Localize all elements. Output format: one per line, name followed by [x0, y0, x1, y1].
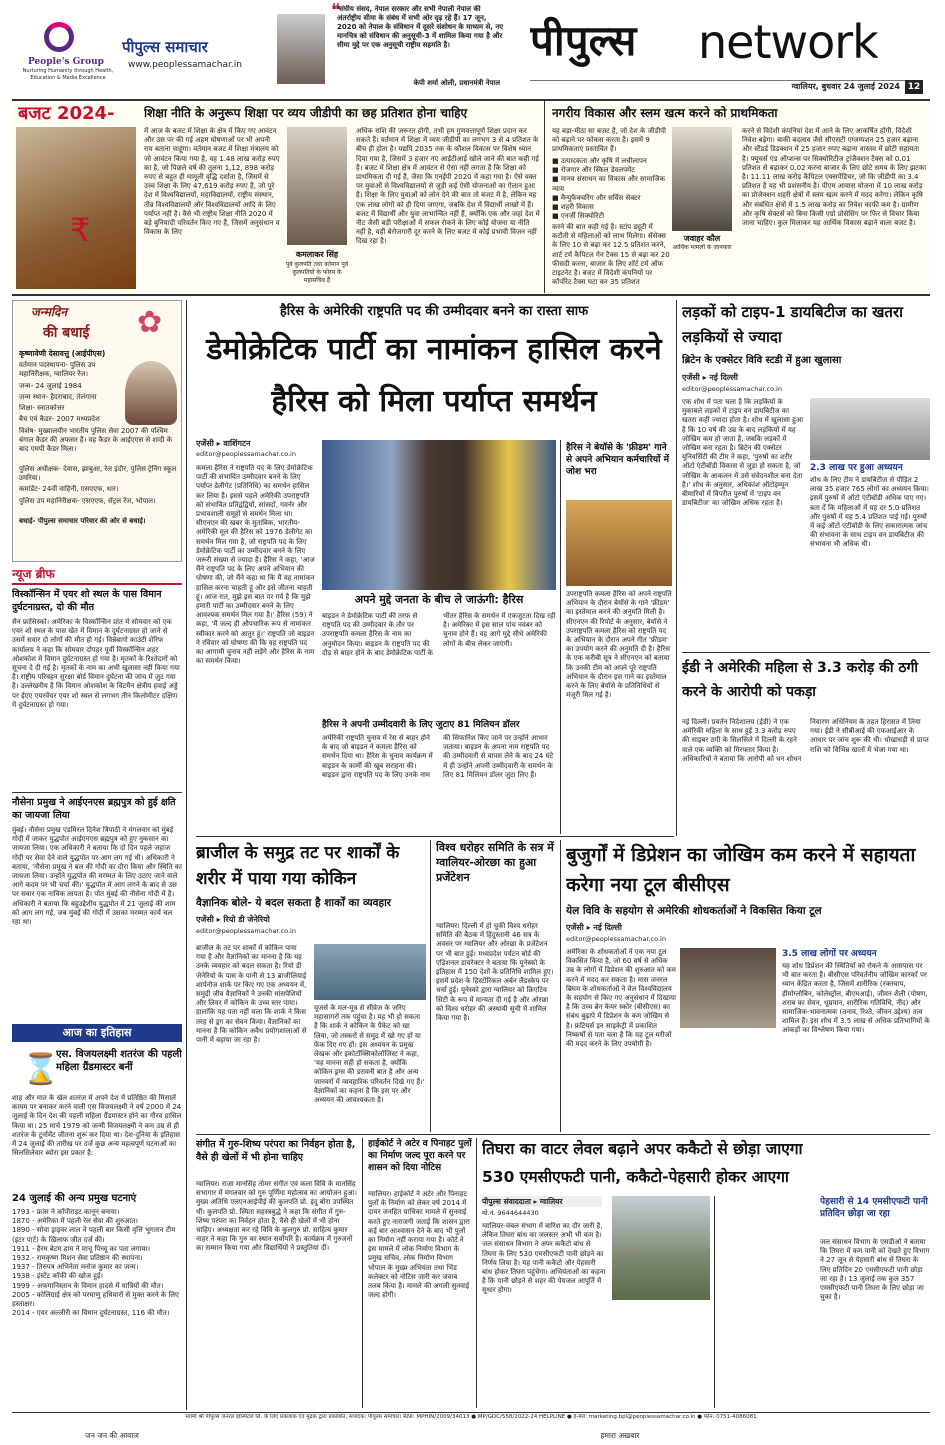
history-event: 1890 - सोवा ड्राइवर लाल ने पहली बार किसी वृत्ति भुगतान टीम (इंटर पार्ट) के खिलाफ जीत दर्ज की।	[12, 1226, 176, 1244]
depression-subhead: येल विवि के सहयोग से अमेरिकी शोधकर्ताओं ने विकसित किया टूल	[566, 905, 822, 917]
birthday-name: कृष्णावेणी देसावत्तु (आईपीएस)	[19, 349, 106, 358]
water-phone: मो.नं. 9644644430	[482, 1209, 539, 1217]
depression-byline: एजेंसी ▸ नई दिल्ली	[566, 923, 623, 932]
urban-intro: यह बड़ा-मीठा सा बजट है, जो देश के जीडीपी को बढ़ाने पर फोकस करता है। इसमें 9 प्राथमिकताएं प्रस्तावित हैं।	[552, 127, 666, 154]
birthday-line: शिक्षा- स्नातकोत्तर	[19, 404, 65, 412]
diabetes-subhead: ब्रिटेन के एक्सेटर विवि स्टडी में हुआ खुलासा	[682, 355, 842, 366]
bullet-item: ■ मानव संसाधन का विकास और सामाजिक न्याय	[552, 175, 665, 193]
bullet-item: ■ मैन्युफैक्चरिंग और सर्विस सेक्टर	[552, 193, 641, 202]
rupee-icon: ₹	[70, 211, 91, 249]
history-event: 1938 - इंस्टेंट कॉफी की खोज हुई।	[12, 1272, 104, 1281]
footer-imprint: स्वामी श्री पीपुल्स जनरल हॉस्पिटल लि. के लिए प्रकाशक एवं मुद्रक द्वारा प्रकाशित, संपादक: पीपुल्स समाचार। RNI: MPHIN/2009/34013 ● MP/GDC/558/2022-24 HELPLINE ● ई-मेल: marketing.bpl@peoplessamachar.co.in ● फोन: 0751-4086081	[185, 1414, 757, 1420]
harris-subhead2: हैरिस ने अपनी उम्मीदवारी के लिए जुटाए 81 मिलियन डॉलर	[322, 720, 520, 730]
harris-email: editor@peoplessamachar.co.in	[196, 450, 296, 458]
shark-headline: ब्राजील के समुद्र तट पर शार्कों के शरीर में पाया गया कोकिन	[196, 843, 400, 889]
paper-url: www.peoplessamachar.in	[128, 60, 242, 70]
lead-quote: 'संघीय संसद, नेपाल सरकार और सभी नेपाली नेपाल की अंतर्राष्ट्रीय सीमा के संबंध में सभी ओर दृढ़ रहे हैं। 17 जून, 2020 को नेपाल के संविधान में दूसरे संशोधन के माध्यम से, नए मानचित्र को संविधान की अनुसूची-3 में शामिल किया गया है और सीमा मुद्दे पर एक अनुसूची राष्ट्रीय सहमति है।	[337, 5, 504, 49]
shark-subhead: वैज्ञानिक बोले- ये बदल सकता है शार्कों का व्यवहार	[196, 897, 392, 909]
diabetes-sidebar-headline: 2.3 लाख पर हुआ अध्ययन	[810, 463, 903, 473]
footer-right-tag: हमारा अखबार	[600, 1431, 640, 1440]
fraud-headline: ईडी ने अमेरिकी महिला से 3.3 करोड़ की ठगी करने के आरोपी को पकड़ा	[682, 660, 918, 700]
brief1-headline: विस्कॉन्सिन में एयर शो स्थल के पास विमान दुर्घटनाग्रस्त, दो की मौत	[12, 589, 162, 613]
court-body: ग्वालियर। हाईकोर्ट ने अटेर और पिनाहट पुलों के निर्माण को लेकर वर्ष 2014 में दायर जनहित याचिका मामले में सुनवाई करते हुए नाराजगी जताई कि शासन द्वारा कई बार आश्वासन देने के बाद भी पुलों का निर्माण नहीं कराया गया है। कोर्ट ने इस मामले में लोक निर्माण विभाग के प्रमुख सचिव, लोक निर्माण विभाग भोपाल के मुख्य अभियंता तथा भिंड कलेक्टर को नोटिस जारी कर जवाब तलब किया है। मामले की अगली सुनवाई जल्द होगी।	[368, 1190, 470, 1300]
history-event: 1932 - रामकृष्ण मिशन सेवा प्रतिष्ठान की स्थापना।	[12, 1254, 143, 1263]
urban-outro: करने की बात कही गई है। स्टांप ड्यूटी में कटौती से महिलाओं को लाभ मिलेगा। सेंसेक्स के लिए 10 से बढ़ा कर 12.5 प्रतिशत करने, शार्ट टर्म कैपिटल गेन टैक्स 15 से बढ़ा कर 20 फीसदी करना, बाजार के लिए शॉर्ट टर्म ऑफ टाइटनेट है। बजट में विदेशी कंपनियों पर कॉर्पोरेट टैक्स घटा कर 35 प्रतिशत	[552, 223, 670, 287]
beyonce-body: उपराष्ट्रपति कमला हैरिस को अपने राष्ट्रपति अभियान के दौरान बेयॉसे के गाने 'फ्रीडम' का इस्तेमाल करने की अनुमति मिली है। सीएनएन की रिपोर्ट के अनुसार, बेयॉसे ने उपराष्ट्रपति कमला हैरिस को राष्ट्रपति पद के अभियान के दौरान अपने गीत 'फ्रीडम' का उपयोग करने की अनुमति दी है। हैरिस के एक करीबी सूत्र ने सीएनएन को बताया कि उनकी टीम को अपने पूरे राष्ट्रपति अभियान के दौरान इस गाने का इस्तेमाल करने के लिए बेयॉसे के प्रतिनिधियों से मंजूरी मिल गई है।	[566, 590, 672, 700]
birthday-line: जन्म- 24 जुलाई 1984	[19, 382, 82, 390]
history-event: 1870 - अमेरिका में पहली रेल सेवा की शुरुआत।	[12, 1217, 138, 1226]
depression-body: अमेरिका के शोधकर्ताओं ने एक नया टूल विकसित किया है, जो 60 वर्ष से अधिक उम्र के लोगों में डिप्रेशन की शुरुआत को कम करने में मदद कर सकता है। मास जनरल ब्रिघम के शोधकर्ताओं ने येल विश्वविद्यालय के सहयोग से किए गए अनुसंधान में दिखाया है कि उच्च ब्रेन केयर स्कोर (बीसीएस) का संबंध बुढ़ापे में डिप्रेशन के कम जोखिम से है। फ्रंटियर्स इन साइकेट्री में प्रकाशित निष्कर्षों से पता चला है कि यह टूल मरीजों की मदद करने के लिए उपयोगी है।	[566, 948, 676, 1049]
water-body: ग्वालियर-चंबल संभाग में बारिश का दौर जारी है, लेकिन तिघरा बांध का जलस्तर अभी भी कम है। जल संसाधन विभाग ने अपर ककैटो बांध से तिघरा के लिए 530 एमसीएफटी पानी छोड़ने का निर्णय लिया है। यह पानी ककैटो और पेहसारी बांध होकर तिघरा पहुंचेगा। अभियंताओं का कहना है कि पानी छोड़ने से शहर की पेयजल आपूर्ति में सुधार होगा।	[482, 1222, 606, 1295]
urban-col2: करने से विदेशी कंपनियां देश में आने के लिए आकर्षित होंगी, विदेशी निवेश बढ़ेगा। बाकी बदलाव जैसे सीएसटी एग्जम्पशन 25 हजार बढ़ाना और स्टैंडर्ड डिडक्शन में 25 हजार रुपए बढ़ाना वास्तव में छोटी सहायता है। फ्यूचर्स एंड ऑप्शन्स पर सिक्योरिटीज ट्रांजैक्शन टैक्स को 0.01 प्रतिशत से बढ़ाकर 0.02 करना बाजार के लिए छोटे समय के लिए झटका है। 11.11 लाख करोड़ कैपिटल एक्सपेंडिचर, जो कि जीडीपी का 3.4 प्रतिशत है यह भी प्रशंसनीय है। पीएम आवास योजना में 10 लाख करोड़ का प्रोजेक्शन शहरी क्षेत्रों में स्लम खत्म करने में मदद करेगा। लेकिन कृषि और संबंधित क्षेत्रों में 1.5 लाख करोड़ का निवेश काफी कम है। ग्रामीण और कृषि सेक्टर्स को बिना किसी एग्रो प्रोसेसिंग पर फिर से विचार किया जाना चाहिए। कुल मिलाकर यह आर्थिक विकास बढ़ाने वाला बजट है।	[742, 127, 926, 228]
quote-mark-icon: ❝	[331, 0, 341, 21]
depression-headline: बुजुर्गों में डिप्रेशन का जोखिम कम करने में सहायता करेगा नया टूल बीसीएस	[566, 844, 916, 896]
history-event: 2005 - कोलिग्राई क्षेत्र को परमाणु हथियारों से मुक्त करने के लिए हस्ताक्षर।	[12, 1290, 179, 1309]
budget-section	[12, 101, 930, 293]
harris-kicker: हैरिस के अमेरिकी राष्ट्रपति पद की उम्मीदवार बनने का रास्ता साफ	[279, 304, 589, 319]
history-events-list	[12, 1208, 182, 1408]
birthday-line: विशेष- मुख्यालयीन भारतीय पुलिस सेवा 2007 की पश्चिम बंगाल कैडर की अफसर हैं। वह कैडर के आईएएस से शादी के बाद एमपी कैडर मिला।	[19, 427, 173, 453]
shark-body2: यूजर्स के मल-मूत्र से सीवेज के जरिए महासागरों तक पहुंचा है। यह भी हो सकता है कि शार्क ने कोकिन के पैकेट को खा लिया, जो तस्करों से समुद्र में खो गए हों या फेंक दिए गए हों। इस अध्ययन के प्रमुख लेखक और इकोटॉक्सिकोलॉजिस्ट ने कहा, 'यह मानना सही हो सकता है, क्योंकि कोकिन ड्रग्स की डरावनी बात है और अन्य जानवरों में व्यवहारिक परिवर्तन दिखे गए हैं।' वैज्ञानिकों का कहना है कि इस पर और अध्ययन की आवश्यकता है।	[314, 1004, 425, 1105]
flower-bouquet-icon: ✿	[137, 305, 163, 340]
brief2-text: मुंबई। नौसेना प्रमुख एडमिरल दिनेश त्रिपाठी ने मंगलवार को मुंबई गोदी में जाकर युद्धपोत आईएनएस ब्रह्मपुत्र को हुए नुकसान का जायजा लिया। एक अधिकारी ने बताया कि दो दिन पहले जहाज गोदी पर सेवा देने वाले युद्धपोत पर आग लग गई थी। अधिकारी ने बताया, 'नौसेना प्रमुख ने बल की गोदी का दौरा किया और स्थिति का जायजा लिया। उन्होंने युद्धपोत की मरम्मत के लिए उठाए जाने वाले आगे कदम पर भी चर्चा की।' युद्धपोत में आग लगने के बाद से उस पर सवार एक नाविक लापता है। पोत मुंबई की नौसेना गोदी में है। अधिकारी ने बताया कि बहुउद्देशीय युद्धपोत में 21 जुलाई की शाम को आग लग गई, जब मुंबई की गोदी में उसका मरम्मत कार्य चल रहा था।	[12, 826, 182, 927]
page-number: 12	[905, 80, 923, 94]
budget-col2: अधिक राशि की जरूरत होगी, तभी हम गुणवत्तापूर्ण शिक्षा प्रदान कर सकते हैं। वर्तमान में शिक्षा में व्यय जीडीपी का लगभग 3 से 4 प्रतिशत के बीच ही होता है। यद्यपि 2035 तक के कौशल विकास पर विशेष ध्यान दिया गया है, जिसमें 3 हजार नए आईटीआई खोले जाने की बात कही गई है। बजट में शिक्षा क्षेत्र में आवंटन से ऐसा नहीं लगता है कि शिक्षा को प्राथमिकता दी गई है, जैसा कि एनईपी 2020 में कहा गया है। ऐसे वक्त पर युवाओं से विश्वविद्यालयों से जुड़ी कई ऐसी योजनाओं का ऐलान हुआ है। शिक्षा के लिए युवाओं को लोन देने की बात तो बजट में है, लेकिन यह एक लाख लोगों को ही दिया जाएगा, जबकि देश में विद्यार्थी लाखों में हैं। बजट में विद्यार्थी और युवा लाभान्वित नहीं हैं, क्योंकि एक और जहां देश में नीट जैसी बड़ी परीक्षाओं में सफल रोकने के लिए कोई योजना या नीति नहीं है, वहीं बेरोजगारी दूर करने के लिए बजट में कोई प्रभावी विजन नहीं दिख रहा है।	[356, 127, 540, 246]
quote-author: केपी शर्मा ओली, प्रधानमंत्री नेपाल	[413, 79, 500, 87]
urban-author-photo	[672, 127, 732, 231]
urban-author-role: आर्थिक मामलों के जानकार	[672, 244, 732, 251]
water-byline: पीपुल्स संवाददाता ▸ ग्वालियर	[482, 1196, 602, 1207]
brief2-headline: नौसेना प्रमुख ने आईएनएस ब्रह्मपुत्र को हुई क्षति का जायजा लिया	[12, 797, 176, 821]
brief1-text: सैन फ्रांसिस्को। अमेरिका के विस्कॉन्सिन प्रांत में सोमवार को एक एयर शो स्थल के पास खेत में विमान के दुर्घटनाग्रस्त हो जाने से उसमें सवार दो लोगों की मौत हो गई। विन्नेबागो काउंटी शेरिफ कार्यालय ने कहा कि सोमवार दोपहर पूर्वी विस्कॉन्सिन शहर ओशकोश में विमान दुर्घटनाग्रस्त हो गया है। मृतकों के रिश्तेदारों को सूचना दे दी गई है। मृतकों के नाम का अभी खुलासा नहीं किया गया है। राष्ट्रीय परिवहन सुरक्षा बोर्ड विमान दुर्घटना की जांच में जुट गया है। उल्लेखनीय है कि विमान ओशकोश के विटमैन क्षेत्रीय हवाई अड्डे पर ईएए एयरवेंचर एयर शो स्थल से लगभग तीन किलोमीटर दक्षिण में दुर्घटनाग्रस्त हो गया।	[12, 618, 180, 709]
water-headline-line2: 530 एमसीएफटी पानी, ककैटो-पेहसारी होकर आएगा	[482, 1168, 789, 1186]
depression-body-cont	[680, 1032, 776, 1132]
masthead	[0, 0, 945, 100]
network-title-english: network	[698, 15, 878, 69]
diabetes-sidebar-body: शोध के लिए टीम ने डायबिटीज से पीड़ित 2 लाख 35 हजार 765 लोगों का अध्ययन किया। इसमें पुरुषों में ऑटो एंटीबॉडी अधिक पाए गए। बता दें कि महिलाओं में यह दर 5.0 प्रतिशत और पुरुषों में यह 5.4 प्रतिशत पाई गई। पुरुषों में कई ऑटो एंटीबॉडी के लिए सकारात्मक जांच की संभावना के साथ टाइप वन डायबिटीज की संभावना भी अधिक थी।	[810, 476, 929, 549]
edition-date: ग्वालियर, बुधवार 24 जुलाई 2024	[791, 82, 900, 91]
birthday-box	[12, 300, 182, 562]
budget-col1: में आज के बजट में शिक्षा के क्षेत्र में किए गए आवंटन और उस पर की गई अहम घोषणाओं पर भी अपनी राय बताना चाहूंगा। वर्तमान बजट में शिक्षा मंत्रालय को जो आवंटन किया गया है, वह 1.48 लाख करोड़ रुपए का है, जो पिछले वर्ष की तुलना 1,12, 898 करोड़ रुपए से बहुत ही मामूली वृद्धि दर्शाता है, जिसमें से उच्च शिक्षा के लिए 47,619 करोड़ रुपए है, जो पूरे देश में विश्वविद्यालयों, महाविद्यालयों, राष्ट्रीय संस्थान, तीव्र विश्वविद्यालयों और विश्वविद्यालयों आदि के लिए पर्याप्त नहीं है। वैसे भी राष्ट्रीय शिक्षा नीति 2020 में बड़े बुनियादी परिवर्तन किए गए हैं, जिसमें अनुसंधान व विकास के लिए	[144, 127, 280, 237]
depression-sidebar-headline: 3.5 लाख लोगों पर अध्ययन	[782, 949, 877, 959]
orchha-headline: विश्व धरोहर समिति के सत्र में ग्वालियर-ओरछा का हुआ प्रजेंटेशन	[436, 841, 554, 884]
harris-body: कमला हैरिस ने राष्ट्रपति पद के लिए डेमोक्रेटिक पार्टी की संभावित उम्मीदवार बनने के लिए पर्याप्त डेलीगेट (प्रतिनिधि) का समर्थन हासिल कर लिया है। इससे पहले अमेरिकी उपराष्ट्रपति को संभावित प्रतिद्वंद्वियों, सांसदों, गवर्नर और प्रभावशाली समूहों से समर्थन मिला था। सीएनएन की खबर के मुताबिक, भारतीय-अमेरिकी मूल की हैरिस को 1976 डेलीगेट का समर्थन मिल गया है, जो राष्ट्रपति पद के लिए डेमोक्रेटिक पार्टी का उम्मीदवार बनने के लिए जरूरी संख्या से ज्यादा है। हैरिस ने कहा, 'आज मैंने राष्ट्रपति पद के लिए अपने अभियान की घोषणा की, जो मैंने कहा था कि मैं यह नामांकन हासिल करना चाहती हूं और इसे जीतना चाहती हूं। आज रात, मुझे इस बात पर गर्व है कि मुझे हमारी पार्टी का उम्मीदवार बनने के लिए आवश्यक समर्थन मिल गया है।' हैरिस (59) ने कहा, 'मैं जल्द ही औपचारिक रूप से नामांकन स्वीकार करने को आतुर हूं।' राष्ट्रपति जो बाइडन ने रविवार को घोषणा की कि वह राष्ट्रपति पद का आगामी चुनाव नहीं लड़ेंगे और हैरिस के नाम का समर्थन किया।	[196, 464, 315, 666]
water-headline-line1: तिघरा का वाटर लेवल बढ़ाने अपर ककैटो से छोड़ा जाएगा	[482, 1140, 803, 1158]
birthday-line: पुलिस उप महानिरीक्षक- एसएएफ, सेंट्रल रेंज, भोपाल।	[19, 497, 156, 505]
history-event: 2014 - एयर अल्जीरी का विमान दुर्घटनाग्रस्त, 116 की मौत।	[12, 1309, 170, 1318]
budget-author: कमलाकर सिंह	[295, 250, 339, 259]
birthday-line: बधाई- पीपुल्स समाचार परिवार की ओर से बधाई।	[19, 517, 146, 525]
bullet-item: ■ एनर्जी सिक्योरिटी	[552, 212, 605, 221]
bullet-item: ■ शहरी विकास	[552, 203, 594, 212]
history-headline: एस. विजयलक्ष्मी शतरंज की पहली महिला ग्रैंडमास्टर बनीं	[56, 1049, 182, 1073]
harris-body2: बाइडन ने डेमोक्रेटिक पार्टी की तरफ से राष्ट्रपति पद की उम्मीदवार के तौर पर उपराष्ट्रपति कमला हैरिस के नाम का अनुमोदन किया। बाइडन के राष्ट्रपति पद की दौड़ से बाहर होने के बाद डेमोक्रेटिक पार्टी के भीतर हैरिस के समर्थन में एकजुटता दिख रही है। अमेरिका में इस साल पांच नवंबर को चुनाव होने हैं। वह आगे मुद्दे सीधे अमेरिकी लोगों के बीच लेकर जाएंगी।	[322, 612, 556, 657]
history-event: 1937 - तिरुपत्र अभिनेता मनोज कुमार का जन्म।	[12, 1263, 139, 1272]
hourglass-icon: ⌛	[22, 1052, 60, 1087]
paper-name: पीपुल्स समाचार	[122, 38, 208, 56]
bullet-item: ■ रोजगार और स्किल डेवलपमेंट	[552, 166, 635, 175]
orchha-body: ग्वालियर। दिल्ली में हो चुकी विश्व धरोहर समिति की बैठक में हिंदुस्तानी 46 सत्र के अवसर पर ग्वालियर और ओरछा के प्रजेंटेशन पर भी बात हुई। मध्यप्रदेश पर्यटन बोर्ड की एडिशनल डायरेक्टर ने बताया कि यूनेस्को के इतिहास में 150 देशों के प्रतिनिधि शामिल हुए। इसमें प्रदेश के हिस्टोरिकल अर्बन लैंडस्केप पर चर्चा हुई। यूनेस्को द्वारा ग्वालियर को क्रिएटिव सिटी के रूप में मान्यता दी गई है और ओरछा को विश्व धरोहर की अस्थायी सूची में शामिल किया गया है।	[436, 922, 554, 1023]
footer-left-tag: जन जन की आवाज	[85, 1431, 139, 1440]
shark-email: editor@peoplessamachar.co.in	[196, 927, 296, 935]
birthday-line: कमांडेंट- 24वीं वाहिनी, एसएएफ, धार।	[19, 485, 119, 493]
budget-label: बजट 2024-	[18, 103, 115, 124]
bullet-item: ■ उत्पादकता और कृषि में लचीलापन	[552, 157, 647, 165]
birthday-line: पुलिस अधीक्षक- देवास, झाबुआ, रेल इंदौर, पुलिस ट्रेनिंग स्कूल उमरिया।	[19, 465, 177, 482]
history-event: 1911 - हैरम बेटम हाम ने माचू पिच्चू का पता लगाया।	[12, 1244, 150, 1253]
depression-sidebar-body: यह शोध डिप्रेशन की स्थितियों को रोकने के आसपास पर भी बात करता है। बीसीएस परिवर्तनीय जोखिम कारकों पर ध्यान केंद्रित करता है, जिसमें शारीरिक (रक्तचाप, हीमोग्लोबिन, कोलेस्ट्रॉल, बीएमआई), जीवन शैली (पोषण, शराब का सेवन, धूम्रपान, शारीरिक गतिविधि, नींद) और सामाजिक-भावनात्मक (तनाव, रिश्ते, जीवन उद्देश्य) तत्व शामिल हैं। इस शोध में 3.5 लाख से अधिक प्रतिभागियों के आंकड़ों का विश्लेषण किया गया।	[782, 962, 930, 1035]
music-body: ग्वालियर। राजा मानसिंह तोमर संगीत एवं कला विवि के मानसिंह सभागार में मंगलवार को गुरु पूर्णिमा महोत्सव का आयोजन हुआ। मुख्य अतिथि एलएनआईपीई की कुलपति प्रो. इंदु बोरा उपस्थित थीं। कुलपति प्रो. स्मिता सहस्त्रबुद्धे ने कहा कि संगीत में गुरु-शिष्य परंपरा का निर्वहन होता है, वैसे ही खेलों में भी होना चाहिए। अध्यक्षता कर रहे विवि के कुलगुरु प्रो. साहित्य कुमार नाहर ने कहा कि गुरु का स्थान सर्वोपरि है। कार्यक्रम में गुरुजनों का सम्मान किया गया और विद्यार्थियों ने प्रस्तुतियां दीं।	[196, 1180, 358, 1253]
harris-byline: एजेंसी ▸ वाशिंगटन	[196, 439, 251, 448]
urban-bullets	[552, 157, 672, 221]
beyonce-headline: हैरिस ने बेयॉसे के 'फ्रीडम' गाने से अपने अभियान कर्मचारियों में जोश भरा	[566, 443, 669, 477]
court-headline: हाईकोर्ट ने अटेर व पिनाहट पुलों का निर्माण जल्द पूरा करने पर शासन को दिया नोटिस	[368, 1139, 472, 1173]
shark-body: ब्राजील के तट पर शार्कों में कोकिन पाया गया है और वैज्ञानिकों का मानना है कि यह उनके व्यवहार को बदल सकता है। रियो डी जेनेरियो के पास के पानी से 13 ब्राजीलियाई शार्पनोज शार्क पर किए गए एक अध्ययन में, समुद्री जीव वैज्ञानिकों ने उनकी मांसपेशियों और लिवर में कोकिन के उच्च स्तर पाया। हालांकि यह पता नहीं चला कि शार्क ने किस तरह से ड्रग का सेवन किया। वैज्ञानिकों का मानना है कि कोकिन अवैध प्रयोगशालाओं से पानी में बहाया जा रहा है।	[196, 944, 307, 1045]
water-sidebar-body: जल संसाधन विभाग के एसडीओ ने बताया कि तिघरा में कम पानी को देखते हुए विभाग ने 27 जून से पेहसारी बांध से तिघरा के लिए प्रतिदिन 20 एमसीएफटी पानी छोड़ा जा रहा है। 13 जुलाई तक कुल 357 एमसीएफटी पानी तिघरा के लिए छोड़ा जा चुका है।	[820, 1238, 930, 1302]
history-events-heading: 24 जुलाई की अन्य प्रमुख घटनाएं	[12, 1193, 137, 1204]
budget-illustration-image	[16, 127, 136, 289]
harris-body3: अमेरिकी राष्ट्रपति चुनाव में रेस से बाहर होने के बाद जो बाइडन ने कमला हैरिस को समर्थन दिया था। हैरिस के चुनाव कार्यक्रम में बाइडन के कार्मी की खूब सराहना की। बाइडन द्वारा राष्ट्रपति पद के लिए उनके नाम की सिफारिश किए जाने पर उन्होंने आभार जताया। बाइडन के अपना नाम राष्ट्रपति पद की उम्मीदवारी से वापस लेने के बाद 24 घंटे में ही उन्होंने अपनी उम्मीदवारी के समर्थन के लिए 81 मिलियन डॉलर जुटा लिए हैं।	[322, 734, 554, 779]
water-sidebar-headline: पेहसारी से 14 एमसीएफटी पानी प्रतिदिन छोड़ा जा रहा	[820, 1197, 928, 1219]
budget-author-photo	[287, 127, 347, 245]
urban-headline: नगरीय विकास और स्लम खत्म करने को प्राथमिकता	[552, 106, 778, 120]
peoples-group-logo-icon	[44, 22, 74, 52]
birthday-line: बैच एवं कैडर- 2007 मध्यप्रदेश	[19, 415, 100, 423]
history-label: आज का इतिहास	[12, 1024, 182, 1042]
diabetes-glucometer-photo	[810, 398, 930, 460]
diabetes-body: एक शोध में पता चला है कि लड़कियों के मुकाबले लड़कों में टाइप वन डायबिटीज का खतरा कहीं ज्यादा होता है। शोध में खुलासा हुआ है कि 10 वर्ष की उम्र के बाद लड़कियों में यह जोखिम कम हो जाता है, जबकि लड़कों में जोखिम बना रहता है। ब्रिटेन की एक्सेटर यूनिवर्सिटी की टीम ने कहा, 'पुरुषों का शरीर ऑटो एंटीबॉडी विकास से जुड़ा हो सकता है, जो जोखिम के आकलन में उसे संवेदनशील बना देता है।' शोध के अनुसार, अधिकांश ऑटोइम्यून बीमारियों में विपरीत पुरुषों में 'टाइप वन डायबिटीज' का जोखिम अधिक रहता है।	[682, 398, 803, 508]
birthday-heading-line2: की बधाई	[43, 325, 90, 341]
depression-photo	[680, 948, 776, 1028]
network-title-hindi: पीपुल्स	[530, 16, 637, 65]
birthday-line: जन्म स्थान- हैदराबाद, तेलंगाना	[19, 393, 97, 401]
budget-headline: शिक्षा नीति के अनुरूप शिक्षा पर व्यय जीडीपी का छह प्रतिशत होना चाहिए	[144, 106, 468, 120]
fraud-body: नई दिल्ली। प्रवर्तन निदेशालय (ईडी) ने एक अमेरिकी महिला के साथ हुई 3.3 करोड़ रुपए की साइबर ठगी के सिलसिले में दिल्ली के रहने वाले एक व्यक्ति को गिरफ्तार किया है। अधिकारियों ने बताया कि आरोपी को धन शोधन निवारण अधिनियम के तहत हिरासत में लिया गया। ईडी ने सीबीआई की एफआईआर के आधार पर जांच शुरू की थी। धोखाधड़ी से प्राप्त राशि को विभिन्न खातों में भेजा गया था।	[682, 718, 929, 763]
history-event: 1793 - फ्रांस ने कॉपीराइट कानून बनाया।	[12, 1208, 120, 1216]
birthday-heading-line1: जन्मदिन	[31, 305, 68, 319]
beyonce-photo	[566, 500, 672, 586]
diabetes-email: editor@peoplessamachar.co.in	[682, 385, 782, 393]
birthday-line: वर्तमान पदस्थापना- पुलिस उप महानिरीक्षक, ग्वालियर रेंज।	[19, 361, 96, 378]
harris-photo	[322, 440, 556, 590]
diabetes-byline: एजेंसी ▸ नई दिल्ली	[682, 373, 739, 382]
group-tagline: Nurturing Humanity through Health, Education & Media Excellence	[22, 68, 114, 81]
group-name: People's Group	[28, 57, 104, 67]
harris-headline: डेमोक्रेटिक पार्टी का नामांकन हासिल करने हैरिस को मिला पर्याप्त समर्थन	[206, 332, 662, 419]
diabetes-headline: लड़कों को टाइप-1 डायबिटीज का खतरा लड़कियों से ज्यादा	[682, 303, 903, 346]
urban-author: जवाहर कौल	[683, 234, 721, 243]
oli-portrait-image	[277, 14, 325, 84]
history-event: 1999 - अफगानिस्तान के विमान हादसे में यात्रियों की मौत।	[12, 1281, 164, 1290]
shark-photo	[314, 944, 426, 1000]
water-body-cont	[612, 1304, 710, 1408]
history-box	[12, 1024, 182, 1410]
budget-author-role: पूर्व कुलपति तथा वर्तमान पूर्व कुलपतियों के फोरम के महासचिव हैं	[285, 261, 349, 284]
dam-photo	[612, 1196, 710, 1300]
history-text: शाह और मात के खेल शतरंज में अपने देश में प्रतिष्ठित की मिसालें कायम पर बनाकर करने वाली एस विजयलक्ष्मी ने वर्ष 2000 में 24 जुलाई के दिन देश की पहली महिला ग्रैंडमास्टर होने का गौरव हासिल किया था। 25 मार्च 1979 को जन्मी विजयलक्ष्मी ने कम उम्र से ही शतरंज के टूर्नामेंट जीतना शुरू कर दिया था। देश-दुनिया के इतिहास में 24 जुलाई की तारीख पर दर्ज कुछ अन्य महत्वपूर्ण घटनाओं का सिलसिलेवार ब्योरा इस प्रकार है:	[12, 1094, 182, 1158]
music-headline: संगीत में गुरु-शिष्य परंपरा का निर्वहन होता है, वैसे ही खेलों में भी होना चाहिए	[196, 1139, 356, 1163]
shark-byline: एजेंसी ▸ रियो डी जेनेरियो	[196, 915, 270, 924]
depression-email: editor@peoplessamachar.co.in	[566, 935, 666, 943]
water-sidebar-text	[718, 1196, 816, 1408]
harris-photo-caption: अपने मुद्दे जनता के बीच ले जाऊंगी: हैरिस	[354, 593, 524, 606]
birthday-person-photo	[125, 361, 177, 425]
news-brief-label: न्यूज ब्रीफ	[12, 567, 55, 581]
